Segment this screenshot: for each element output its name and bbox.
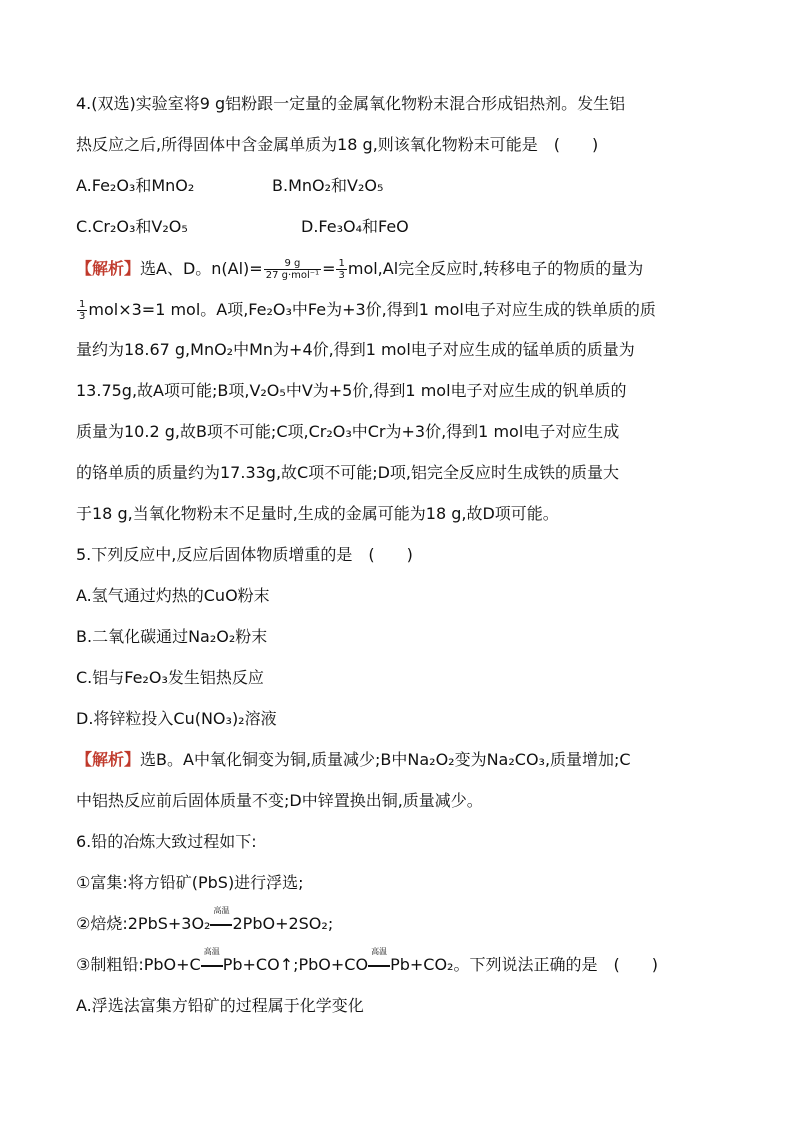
q5-option-d: D.将锌粒投入Cu(NO₃)₂溶液 [76, 709, 277, 728]
high-temperature-condition: 高温 [201, 955, 223, 975]
q5-option-a: A.氢气通过灼热的CuO粉末 [76, 586, 270, 605]
one-third-fraction: $\frac{1}{3}$ [338, 258, 345, 281]
q4-option-b: B.MnO₂和V₂O₅ [272, 176, 384, 195]
q4-stem-line-1: 4.(双选)实验室将9 g铝粉跟一定量的金属氧化物粉末混合形成铝热剂。发生铝 [76, 94, 626, 113]
q5-option-b: B.二氧化碳通过Na₂O₂粉末 [76, 627, 268, 646]
q6-step-3: ③制粗铅:PbO+C 高温 Pb+CO↑;PbO+CO 高温 Pb+CO₂。下列说法正确的是 ( ) [76, 947, 658, 974]
q4-analysis-line-7: 于18 g,当氧化物粉末不足量时,生成的金属可能为18 g,故D项可能。 [76, 504, 559, 523]
q4-analysis-line-4: 13.75g,故A项可能;B项,V₂O₅中V为+5价,得到1 mol电子对应生成的钒单质的 [76, 381, 627, 400]
q4-options-row-1 [76, 176, 726, 196]
q4-option-a: A.Fe₂O₃和MnO₂ [76, 176, 195, 195]
q5-analysis-line-1: 【解析】选B。A中氧化铜变为铜,质量减少;B中Na₂O₂变为Na₂CO₃,质量增加;C [76, 750, 631, 769]
q6-option-a: A.浮选法富集方铅矿的过程属于化学变化 [76, 996, 364, 1015]
q5-option-c: C.铝与Fe₂O₃发生铝热反应 [76, 668, 264, 687]
analysis-tag: 【解析】 [76, 259, 141, 278]
q4-analysis-text: 选A、D。n(Al)= [140, 259, 263, 278]
q4-option-d: D.Fe₃O₄和FeO [301, 217, 409, 236]
q4-option-c: C.Cr₂O₃和V₂O₅ [76, 217, 188, 236]
mass-over-molar-mass-fraction: $\frac{9 g}{\text{27 g·mol⁻¹}}$ [265, 258, 320, 281]
high-temperature-condition: 高温 [368, 955, 390, 975]
high-temperature-condition: 高温 [210, 914, 232, 934]
one-third-fraction: $\frac{1}{3}$ [79, 299, 86, 322]
q4-analysis-line-6: 的铬单质的质量约为17.33g,故C项不可能;D项,铝完全反应时生成铁的质量大 [76, 463, 620, 482]
q5-stem: 5.下列反应中,反应后固体物质增重的是 ( ) [76, 545, 413, 564]
analysis-tag: 【解析】 [76, 750, 141, 769]
q4-analysis-line-2: $\frac{1}{3}$ mol×3=1 mol。A项,Fe₂O₃中Fe为+3价,得到1 mol电子对应生成的铁单质的质 [79, 299, 656, 322]
q5-analysis-line-2: 中铝热反应前后固体质量不变;D中锌置换出铜,质量减少。 [76, 791, 483, 810]
q4-stem-line-2: 热反应之后,所得固体中含金属单质为18 g,则该氧化物粉末可能是 ( ) [76, 135, 599, 154]
q6-step-2: ②焙烧:2PbS+3O₂ 高温 2PbO+2SO₂; [76, 906, 334, 933]
q4-options-row-2 [76, 217, 726, 237]
q6-stem: 6.铅的冶炼大致过程如下: [76, 832, 257, 851]
document-page [76, 94, 726, 1016]
q4-analysis-line-3: 量约为18.67 g,MnO₂中Mn为+4价,得到1 mol电子对应生成的锰单质的质量为 [76, 340, 635, 359]
q4-analysis-line-5: 质量为10.2 g,故B项不可能;C项,Cr₂O₃中Cr为+3价,得到1 mol电子对应生成 [76, 422, 620, 441]
q6-step-1: ①富集:将方铅矿(PbS)进行浮选; [76, 873, 304, 892]
q4-analysis-line-1: 【解析】选A、D。n(Al)= $\frac{9 g}{\text{27 g·mol⁻¹}}$ = $\frac{1}{3}$ mol,Al完全反应时,转移电子的物质的量为 [76, 258, 644, 281]
